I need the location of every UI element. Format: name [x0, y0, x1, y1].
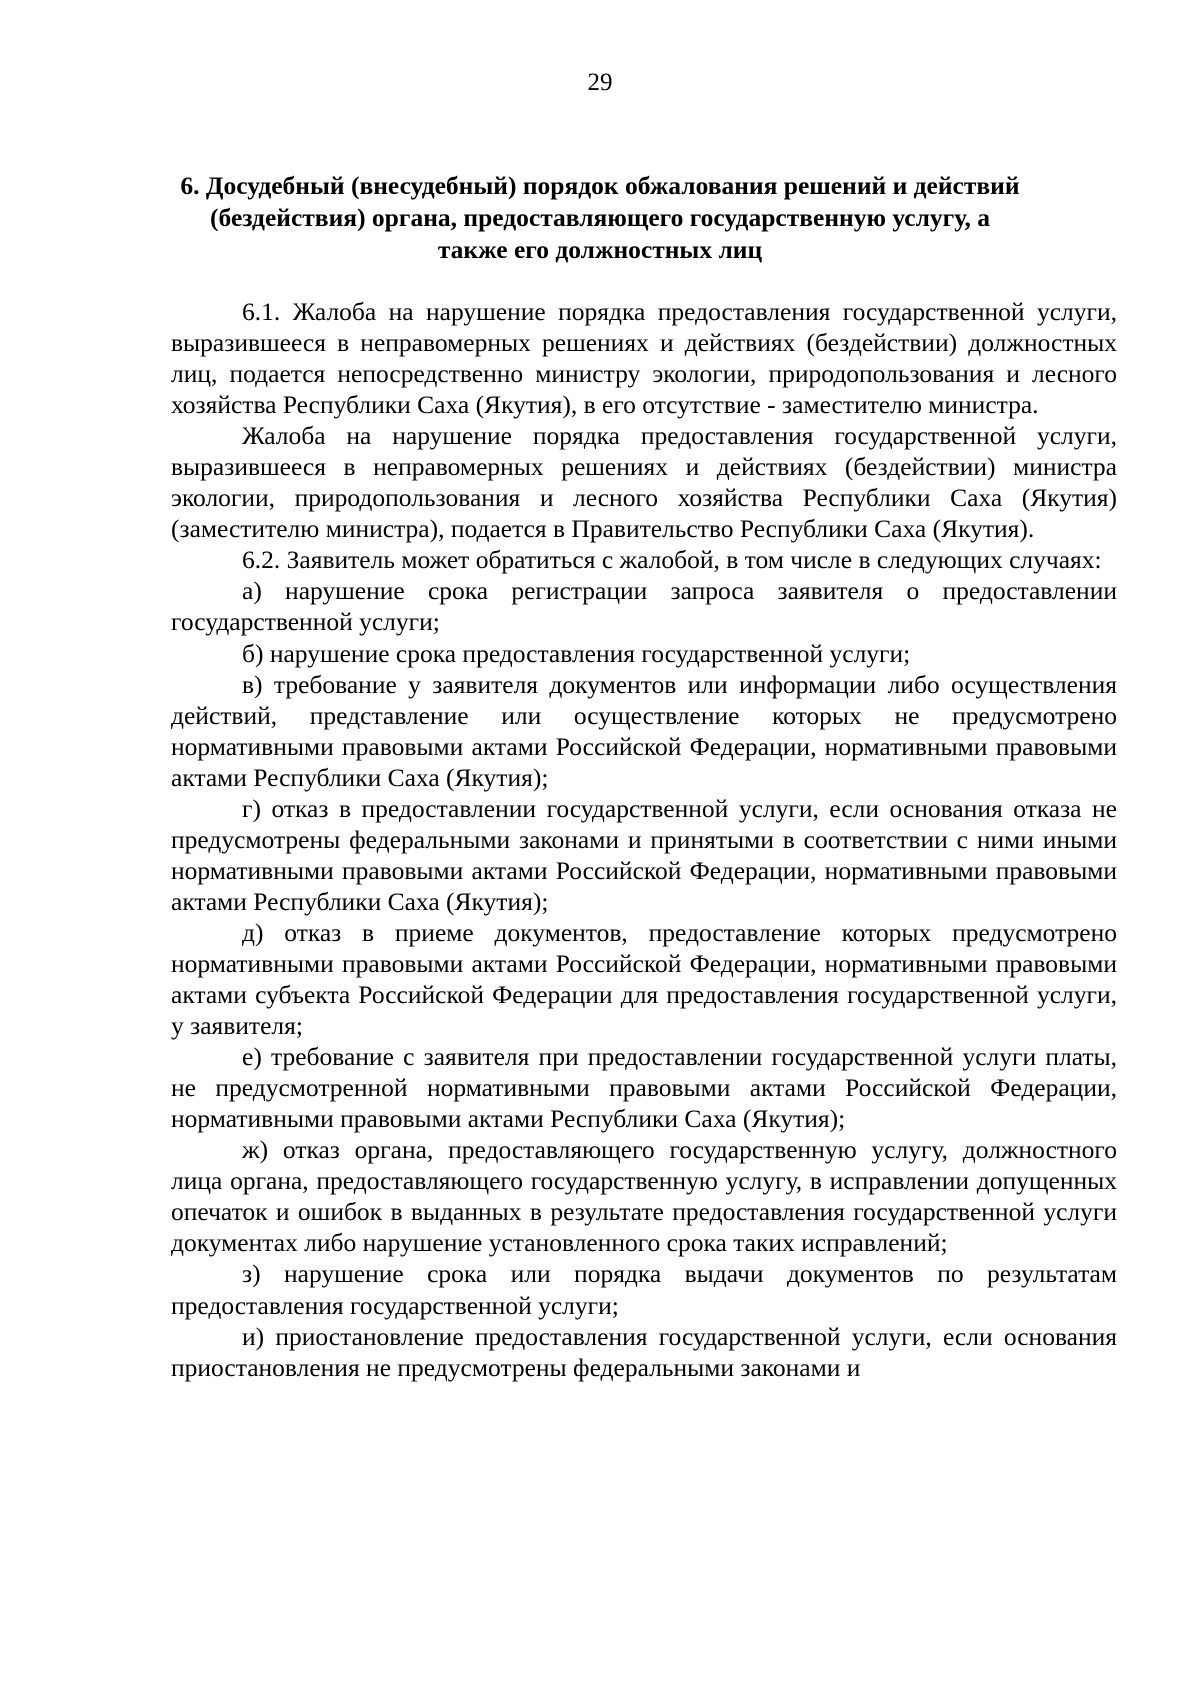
section-heading-line: также его должностных лиц	[437, 235, 763, 264]
section-body	[171, 296, 1117, 1383]
list-item-d: д) отказ в приеме документов, предоставление которых предусмотрено нормативными правовыми актами Российской Федерации, нормативными правовыми актами субъекта Российской Федерации для предоставления государственной услуги, у заявителя;	[171, 917, 1117, 1041]
list-item-i: и) приостановление предоставления государственной услуги, если основания приостановления не предусмотрены федеральными законами и	[171, 1321, 1117, 1382]
list-item-v: в) требование у заявителя документов или информации либо осуществления действий, представление или осуществление которых не предусмотрено нормативными правовыми актами Российской Федерации, нормативными правовыми актами Республики Саха (Якутия);	[171, 669, 1117, 792]
list-item-a: а) нарушение срока регистрации запроса заявителя о предоставлении государственной услуги;	[171, 576, 1117, 637]
paragraph-complaint-to-government: Жалоба на нарушение порядка предоставления государственной услуги, выразившееся в неправомерных решениях и действиях (бездействии) министра экологии, природопользования и лесного хозяйства Республики Саха (Якутия) (заместителю министра), подается в Правительство Республики Саха (Якутия).	[171, 421, 1117, 544]
paragraph-6-2: 6.2. Заявитель может обратиться с жалобой, в том числе в следующих случаях:	[242, 545, 1102, 575]
section-heading-line: 6. Досудебный (внесудебный) порядок обжалования решений и действий	[180, 171, 1020, 200]
list-item-g: г) отказ в предоставлении государственной услуги, если основания отказа не предусмотрены федеральными законами и принятыми в соответствии с ними иными нормативными правовыми актами Российской Федерации, нормативными правовыми актами Республики Саха (Якутия);	[171, 793, 1117, 916]
list-item-zh: ж) отказ органа, предоставляющего государственную услугу, должностного лица органа, предоставляющего государственную услугу, в исправлении допущенных опечаток и ошибок в выданных в результате предоставления государственной услуги документах либо нарушение установленного срока таких исправлений;	[171, 1135, 1117, 1258]
page-number: 29	[587, 69, 613, 96]
paragraph-6-1: 6.1. Жалоба на нарушение порядка предоставления государственной услуги, выразившееся в неправомерных решениях и действиях (бездействии) должностных лиц, подается непосредственно министру экологии, природопользования и лесного хозяйства Республики Саха (Якутия), в его отсутствие - заместителю министра.	[171, 297, 1117, 420]
list-item-e: е) требование с заявителя при предоставлении государственной услуги платы, не предусмотренной нормативными правовыми актами Российской Федерации, нормативными правовыми актами Республики Саха (Якутия);	[171, 1042, 1117, 1134]
section-heading	[160, 170, 1040, 266]
list-item-b: б) нарушение срока предоставления государственной услуги;	[242, 638, 911, 668]
section-heading-line: (бездействия) органа, предоставляющего государственную услугу, а	[210, 203, 990, 232]
list-item-z: з) нарушение срока или порядка выдачи документов по результатам предоставления государственной услуги;	[171, 1259, 1117, 1320]
